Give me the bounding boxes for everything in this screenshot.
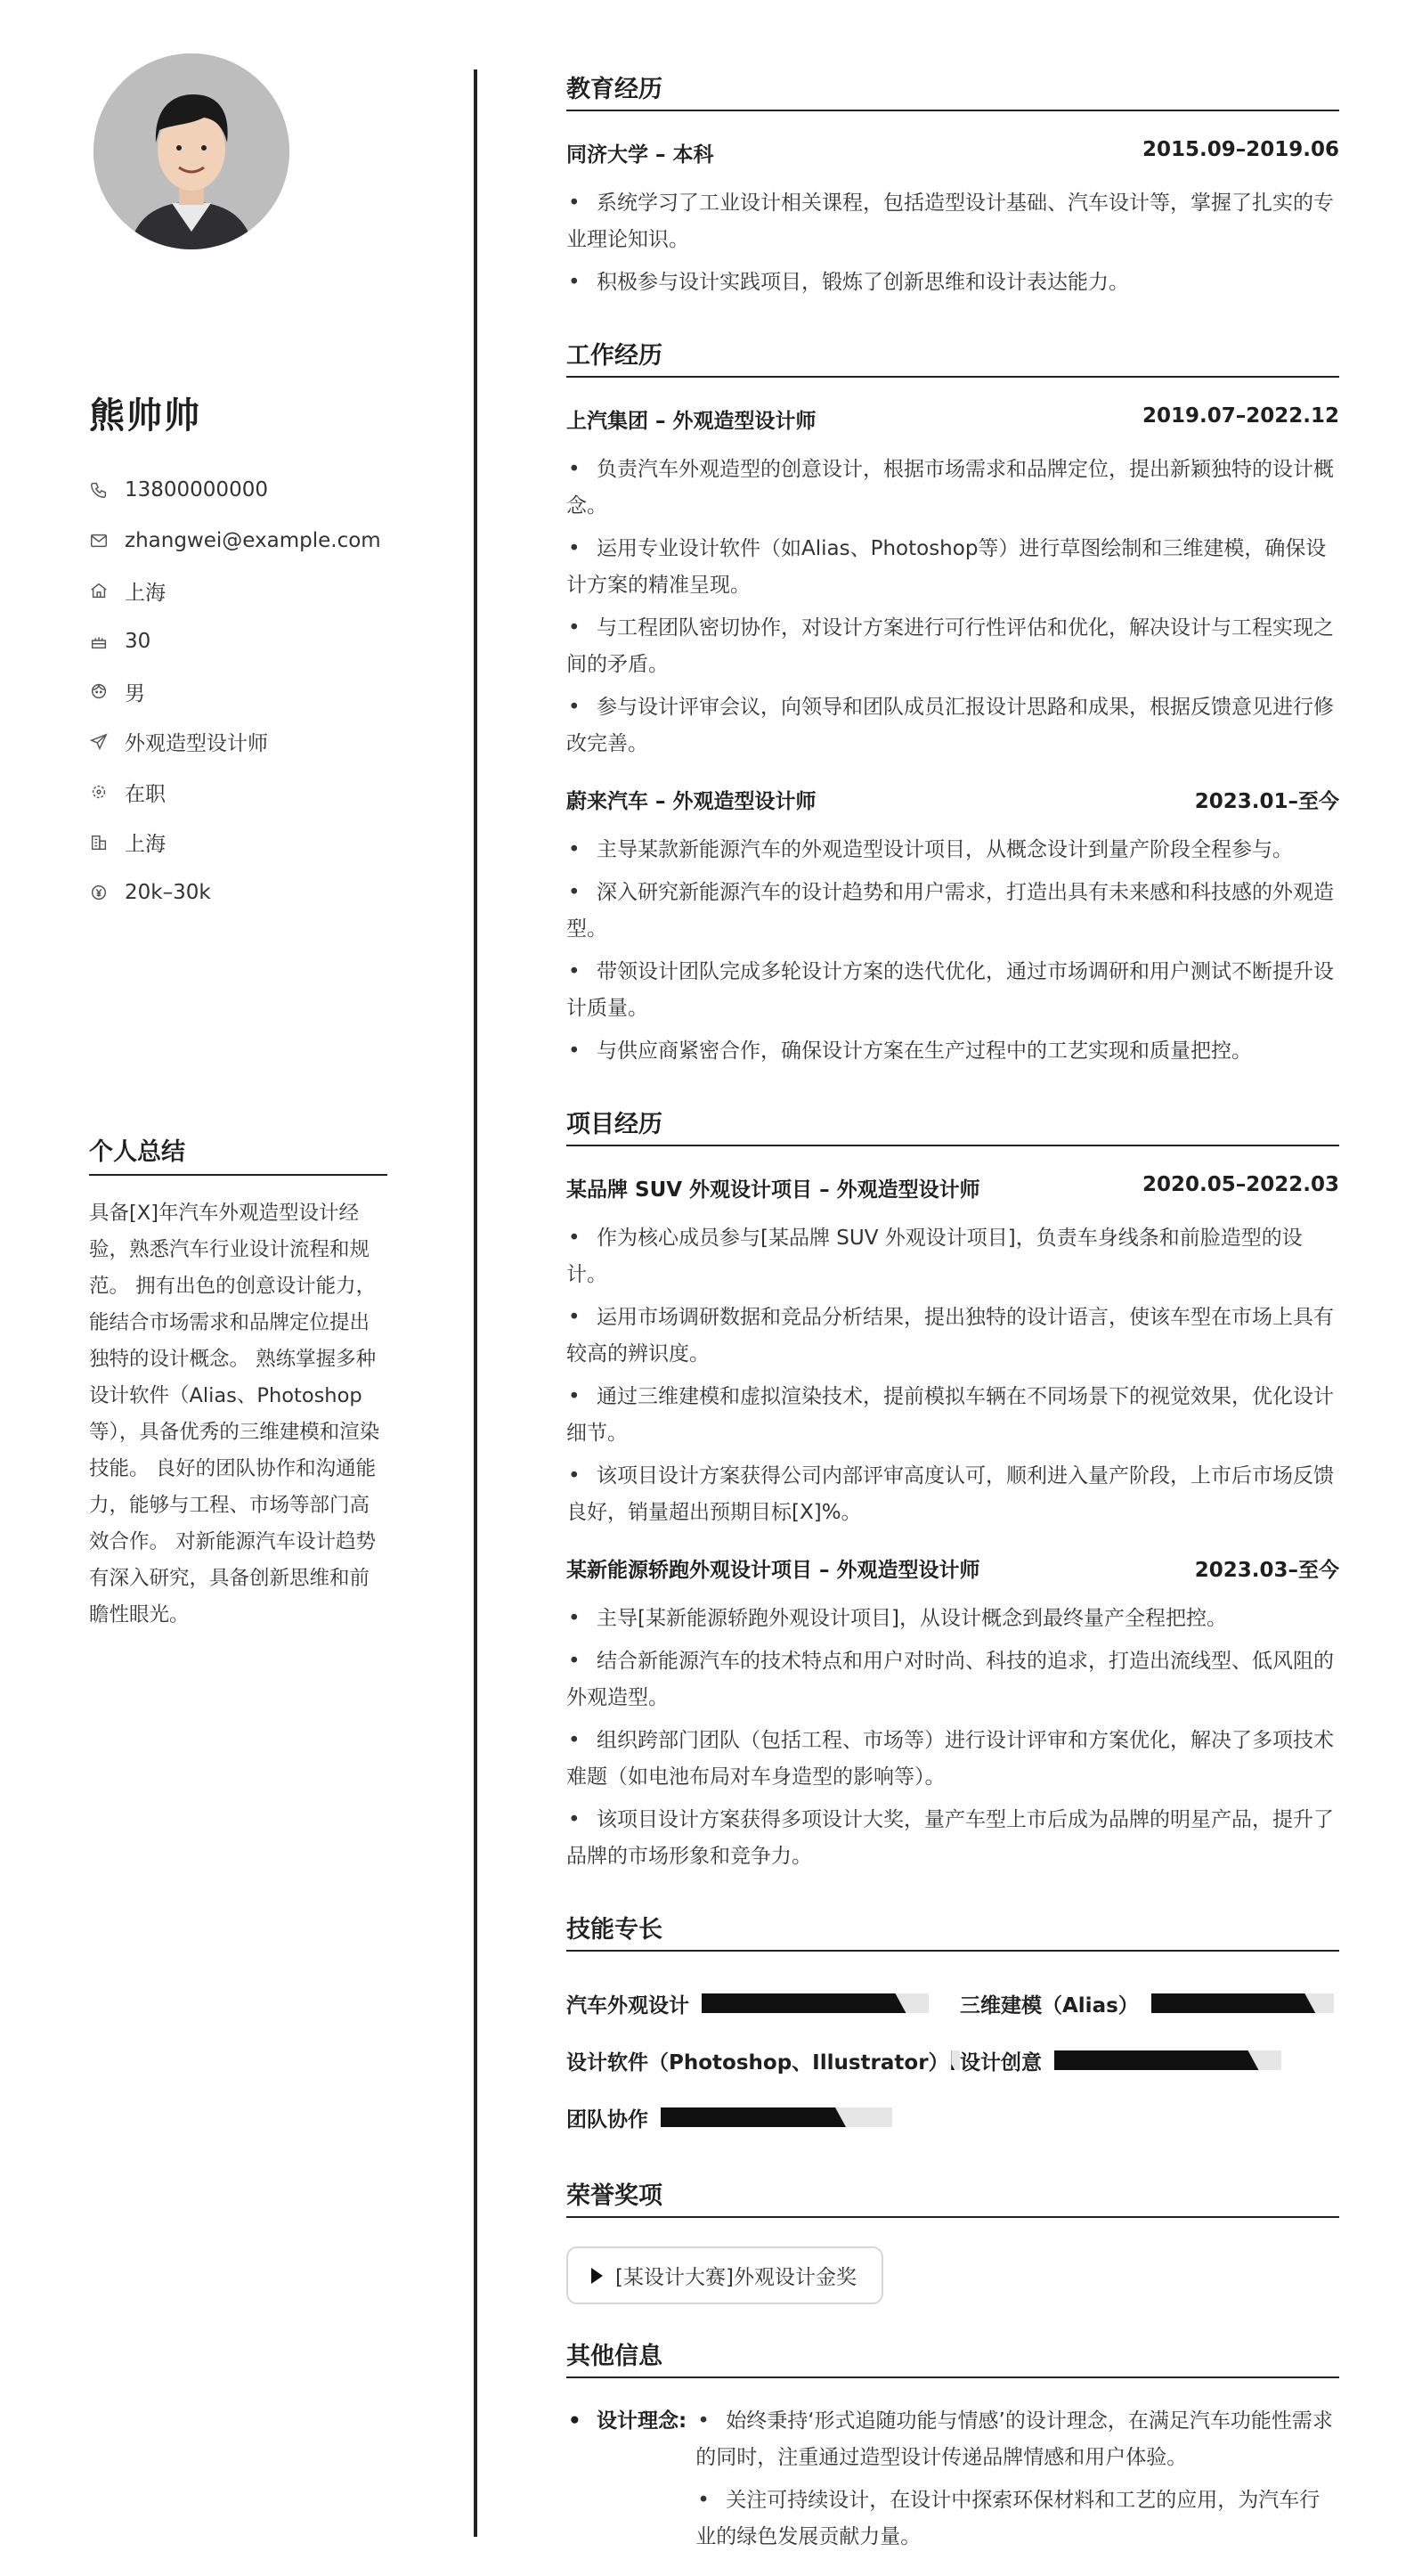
candidate-name: 熊帅帅 (89, 395, 201, 436)
skill-bar (702, 1993, 929, 2013)
bullet-item: • 该项目设计方案获得多项设计大奖，量产车型上市后成为品牌的明星产品，提升了品牌的市场形象和竞争力。 (566, 1802, 1339, 1875)
other-label: • 设计理念: (566, 2403, 687, 2562)
entry-date: 2015.09–2019.06 (1142, 138, 1339, 161)
skill-name: 设计软件（Photoshop、Illustrator） (566, 2050, 949, 2075)
column-divider (474, 69, 477, 2537)
avatar (93, 53, 289, 249)
gender-icon (89, 681, 109, 701)
contact-status (89, 767, 387, 818)
entry-name: 某新能源轿跑外观设计项目 – 外观造型设计师 (566, 1559, 980, 1582)
bullet-item: • 积极参与设计实践项目，锻炼了创新思维和设计表达能力。 (566, 265, 1339, 301)
sidebar (89, 53, 387, 1634)
bullet-item: • 深入研究新能源汽车的设计趋势和用户需求，打造出具有未来感和科技感的外观造型。 (566, 875, 1339, 948)
bullet-item: • 主导[某新能源轿跑外观设计项目]，从设计概念到最终量产全程把控。 (566, 1601, 1339, 1637)
skill-fill (951, 2050, 955, 2070)
skill-item (960, 1989, 1334, 2018)
entry-date: 2023.03–至今 (1194, 1559, 1339, 1582)
cake-icon (89, 632, 109, 651)
summary-text: 具备[X]年汽车外观造型设计经验，熟悉汽车行业设计流程和规范。 拥有出色的创意设计能力，能结合市场需求和品牌定位提出独特的设计概念。 熟练掌握多种设计软件（Alias、Photoshop等），具备优秀的三维建模和渲染技能。 良好的团队协作和沟通能力，能够与工程、市场等部门高效合作。 对新能源汽车设计趋势有深入研究，具备创新思维和前瞻性眼光。 (89, 1201, 380, 1626)
contact-status-value: 在职 (125, 782, 166, 806)
bullet-item: • 负责汽车外观造型的创意设计，根据市场需求和品牌定位，提出新颖独特的设计概念。 (566, 452, 1339, 525)
contact-email-value: zhangwei@example.com (125, 528, 381, 552)
contact-position (89, 717, 387, 768)
skill-item (566, 2046, 960, 2075)
skill-bar (1151, 1993, 1334, 2013)
status-icon (89, 782, 109, 802)
contact-salary (89, 868, 387, 918)
play-triangle-icon (591, 2268, 603, 2284)
skill-fill (661, 2107, 846, 2127)
bullet-item: • 该项目设计方案获得公司内部评审高度认可，顺利进入量产阶段，上市后市场反馈良好，销量超出预期目标[X]%。 (566, 1458, 1339, 1531)
award-badge (566, 2246, 883, 2304)
education-entry (566, 138, 1339, 301)
skill-name: 汽车外观设计 (566, 1993, 689, 2018)
contact-age-value: 30 (125, 629, 151, 653)
contact-email (89, 516, 387, 567)
contact-list (89, 465, 387, 918)
skill-name: 设计创意 (960, 2050, 1042, 2075)
honors-title: 荣誉奖项 (566, 2176, 1339, 2218)
entry-date: 2020.05–2022.03 (1142, 1173, 1339, 1196)
entry-name: 某品牌 SUV 外观设计项目 – 外观造型设计师 (566, 1178, 980, 1202)
skill-bar (951, 2050, 960, 2070)
contact-phone-value: 13800000000 (125, 478, 268, 502)
skill-item (960, 2046, 1281, 2075)
main-content (566, 69, 1339, 2562)
entry-date: 2023.01–至今 (1194, 790, 1339, 813)
bullet-item: • 与供应商紧密合作，确保设计方案在生产过程中的工艺实现和质量把控。 (566, 1033, 1339, 1070)
bullet-item: • 运用专业设计软件（如Alias、Photoshop等）进行草图绘制和三维建模，确保设计方案的精准呈现。 (566, 531, 1339, 604)
send-icon (89, 732, 109, 752)
bullet-item: • 运用市场调研数据和竞品分析结果，提出独特的设计语言，使该车型在市场上具有较高的辨识度。 (566, 1300, 1339, 1373)
building-icon (89, 833, 109, 852)
skill-item (566, 2103, 892, 2132)
contact-position-value: 外观造型设计师 (125, 732, 268, 756)
phone-icon (89, 480, 109, 500)
avatar-portrait (93, 53, 289, 249)
bullet-item: • 通过三维建模和虚拟渲染技术，提前模拟车辆在不同场景下的视觉效果，优化设计细节。 (566, 1379, 1339, 1452)
skill-fill (702, 1993, 906, 2013)
entry-name: 同济大学 – 本科 (566, 143, 714, 167)
contact-phone (89, 465, 387, 516)
salary-icon (89, 883, 109, 902)
entry-name: 蔚来汽车 – 外观造型设计师 (566, 790, 817, 813)
skill-name: 团队协作 (566, 2107, 648, 2132)
bullet-item: • 参与设计评审会议，向领导和团队成员汇报设计思路和成果，根据反馈意见进行修改完善。 (566, 689, 1339, 762)
entry-name: 上汽集团 – 外观造型设计师 (566, 410, 817, 433)
contact-city-value: 上海 (125, 833, 166, 857)
summary-title: 个人总结 (89, 1132, 387, 1176)
entry-date: 2019.07–2022.12 (1142, 404, 1339, 428)
bullet-item: • 关注可持续设计，在设计中探索环保材料和工艺的应用，为汽车行业的绿色发展贡献力量。 (695, 2482, 1339, 2556)
contact-city (89, 818, 387, 868)
work-entry (566, 785, 1339, 1070)
contact-gender (89, 666, 387, 717)
skills-title: 技能专长 (566, 1910, 1339, 1952)
bullet-item: • 始终秉持‘形式追随功能与情感’的设计理念，在满足汽车功能性需求的同时，注重通过造型设计传递品牌情感和用户体验。 (695, 2403, 1339, 2476)
skill-bar (661, 2107, 892, 2127)
bullet-item: • 系统学习了工业设计相关课程，包括造型设计基础、汽车设计等，掌握了扎实的专业理论知识。 (566, 185, 1339, 258)
contact-home-value: 上海 (125, 581, 166, 605)
contact-gender-value: 男 (125, 681, 145, 705)
project-entry (566, 1173, 1339, 1531)
bullet-item: • 组织跨部门团队（包括工程、市场等）进行设计评审和方案优化，解决了多项技术难题（如电池布局对车身造型的影响等）。 (566, 1723, 1339, 1796)
mail-icon (89, 531, 109, 550)
work-title: 工作经历 (566, 336, 1339, 378)
bullet-item: • 带领设计团队完成多轮设计方案的迭代优化，通过市场调研和用户测试不断提升设计质量。 (566, 954, 1339, 1027)
contact-home (89, 566, 387, 616)
projects-title: 项目经历 (566, 1105, 1339, 1146)
bullet-item: • 与工程团队密切协作，对设计方案进行可行性评估和优化，解决设计与工程实现之间的矛盾。 (566, 610, 1339, 683)
bullet-item: • 作为核心成员参与[某品牌 SUV 外观设计项目]，负责车身线条和前脸造型的设计。 (566, 1220, 1339, 1293)
skills-list (566, 1975, 1339, 2146)
other-title: 其他信息 (566, 2336, 1339, 2378)
award-label: [某设计大赛]外观设计金奖 (615, 2266, 857, 2289)
contact-salary-value: 20k–30k (125, 881, 211, 905)
bullet-item: • 结合新能源汽车的技术特点和用户对时尚、科技的追求，打造出流线型、低风阻的外观造型。 (566, 1643, 1339, 1716)
bullet-item: • 主导某款新能源汽车的外观造型设计项目，从概念设计到量产阶段全程参与。 (566, 832, 1339, 868)
contact-age (89, 616, 387, 667)
work-entry (566, 404, 1339, 762)
skill-item (566, 1989, 960, 2018)
skill-fill (1151, 1993, 1316, 2013)
skill-fill (1054, 2050, 1259, 2070)
project-entry (566, 1553, 1339, 1875)
skill-name: 三维建模（Alias） (960, 1993, 1139, 2018)
home-icon (89, 581, 109, 600)
other-info (566, 2403, 1339, 2562)
education-title: 教育经历 (566, 69, 1339, 111)
skill-bar (1054, 2050, 1281, 2070)
